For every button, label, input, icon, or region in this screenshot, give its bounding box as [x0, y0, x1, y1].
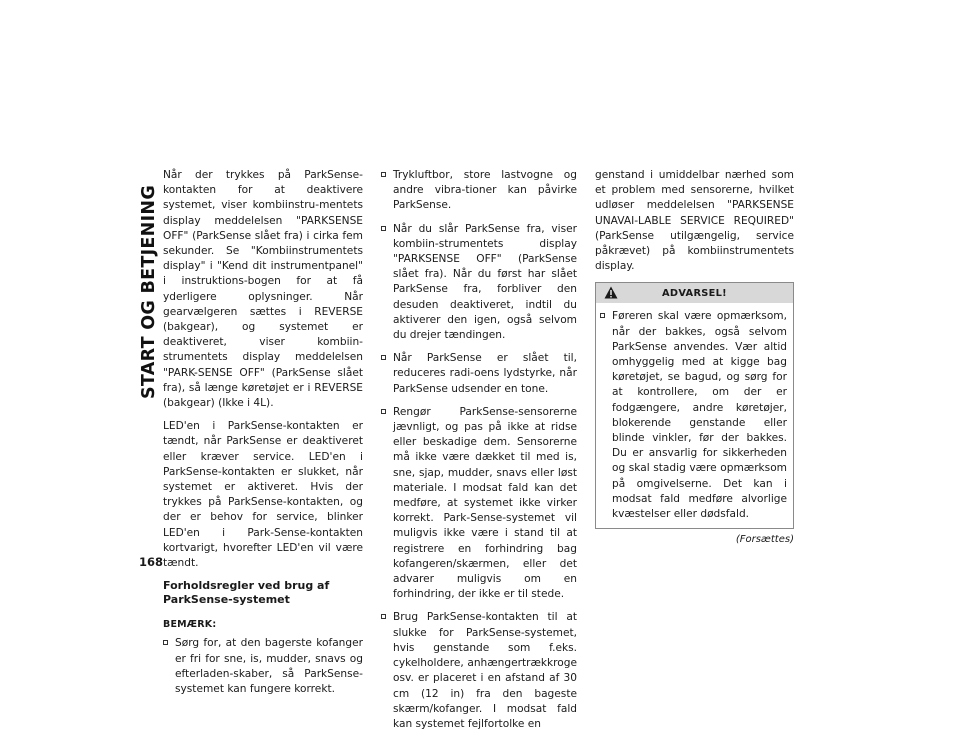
- list-item: [381, 610, 577, 732]
- warning-box: [595, 282, 794, 529]
- list-item-text: Sørg for, at den bagerste kofanger er fri for sne, is, mudder, snavs og efterladen-skaber, så ParkSense-systemet kan fungere korrekt.: [175, 637, 363, 696]
- page-number: 168: [139, 555, 164, 569]
- warning-body: [596, 303, 793, 528]
- column-right: [595, 168, 794, 547]
- list-item: [381, 405, 577, 603]
- note-bullet-list: [163, 636, 363, 697]
- warning-header: [596, 283, 793, 303]
- checkbox-square-icon: [381, 409, 386, 414]
- continued-label: (Forsættes): [735, 534, 794, 546]
- list-item: [600, 309, 787, 522]
- checkbox-square-icon: [381, 172, 386, 177]
- section-heading-line2: ParkSense-systemet: [163, 593, 290, 607]
- list-item-text: Rengør ParkSense-sensorerne jævnligt, og pas på ikke at ridse eller beskadige dem. Sensorerne må ikke være dækket til med is, sne, sjap, mudder, snavs eller løst materiale. I modsat fald kan det medføre, at systemet ikke virker korrekt. Park-Sense-systemet vil muligvis ikke være i stand til at registrere en forhindring bag kofangeren/skærmen, eller det advarer muligvis om en forhindring, der ikke er til stede.: [393, 405, 577, 601]
- section-heading: [163, 579, 363, 607]
- warning-title: ADVARSEL!: [662, 287, 727, 299]
- checkbox-square-icon: [600, 313, 605, 318]
- paragraph-led-status: LED'en i ParkSense-kontakten er tændt, når ParkSense er deaktiveret eller kræver service. LED'en i ParkSense-kontakten er slukket, når systemet er aktiveret. Hvis der trykkes på ParkSense-kontakten, og der er behov for service, blinker LED'en i Park-Sense-kontakten kortvarigt, hvorefter LED'en vil være tændt.: [163, 420, 363, 570]
- list-item-text: Når du slår ParkSense fra, viser kombiin-strumentets display "PARKSENSE OFF" (ParkSense slået fra). Når du først har slået ParkSense fra, forbliver den desuden deaktiveret, indtil du aktiverer den igen, også selvom du drejer tændingen.: [393, 222, 577, 342]
- checkbox-square-icon: [381, 614, 386, 619]
- section-heading-line1: Forholdsregler ved brug af: [163, 579, 330, 593]
- section-side-tab: [140, 172, 158, 412]
- list-item: [381, 168, 577, 214]
- warning-bullet-list: [600, 309, 787, 522]
- column-left: [163, 168, 363, 705]
- list-item: [381, 351, 577, 397]
- list-item: [163, 636, 363, 697]
- list-item-text: Brug ParkSense-kontakten til at slukke for ParkSense-systemet, hvis genstande som f.eks. cykelholdere, anhængertrækkroge osv. er placeret i en afstand af 30 cm (12 in) fra den bageste skærm/kofanger. I modsat fald kan systemet fejlfortolke en: [393, 611, 577, 730]
- section-tab-label: START OG BETJENING: [139, 184, 160, 400]
- note-label: BEMÆRK:: [163, 619, 217, 631]
- list-item: [381, 222, 577, 344]
- paragraph-parksense-off: Når der trykkes på ParkSense-kontakten for at deaktivere systemet, viser kombiinstru-mentets display meddelelsen "PARKSENSE OFF" (ParkSense slået fra) i cirka fem sekunder. Se "Kombiinstrumentets display" i "Kend dit instrumentpanel" i instruktions-bogen for at få yderligere oplysninger. Når gearvælgeren sættes i REVERSE (bakgear), og systemet er deaktiveret, viser kombiin-strumentets display meddelelsen "PARK-SENSE OFF" (ParkSense slået fra), så længe køretøjet er i REVERSE (bakgear) (Ikke i 4L).: [163, 169, 363, 410]
- list-item-text: Føreren skal være opmærksom, når der bakkes, også selvom ParkSense anvendes. Vær altid omhyggelig med at kigge bag køretøjet, se bagud, og sørg for at kontrollere, om der er fodgængere, andre køretøjer, blokerende genstande eller blinde vinkler, før der bakkes. Du er ansvarlig for sikkerheden og skal stadig være opmærksom på omgivelserne. Det kan i modsat fald medføre alvorlige kvæstelser eller dødsfald.: [612, 310, 787, 521]
- list-item-text: Når ParkSense er slået til, reduceres radi-oens lydstyrke, når ParkSense udsender en tone.: [393, 352, 577, 395]
- precaution-bullet-list: [381, 168, 577, 732]
- column-middle: [381, 168, 577, 740]
- warning-triangle-icon: [604, 286, 618, 299]
- checkbox-square-icon: [381, 355, 386, 360]
- checkbox-square-icon: [163, 640, 168, 645]
- checkbox-square-icon: [381, 226, 386, 231]
- list-item-text: Trykluftbor, store lastvogne og andre vibra-tioner kan påvirke ParkSense.: [393, 169, 577, 212]
- paragraph-continued: genstand i umiddelbar nærhed som et problem med sensorerne, hvilket udløser meddelelsen "PARKSENSE UNAVAI-LABLE SERVICE REQUIRED" (ParkSense utilgængelig, service påkrævet) på kombiinstrumentets display.: [595, 169, 794, 273]
